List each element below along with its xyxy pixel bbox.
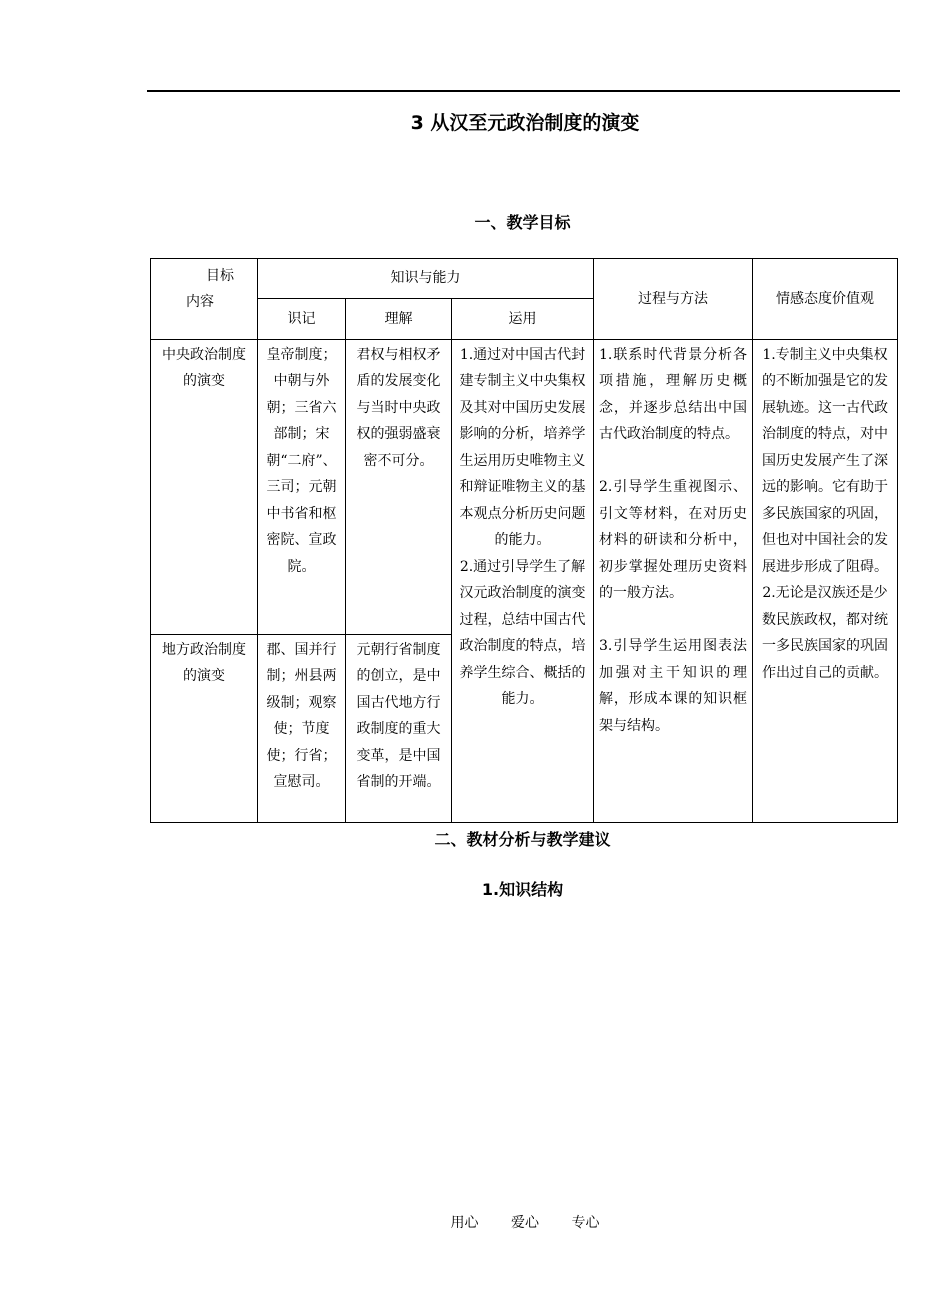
header-understand: 理解 (346, 299, 452, 339)
corner-label-content: 内容 (186, 294, 214, 310)
header-apply: 运用 (452, 299, 594, 339)
process-cell: 1.联系时代背景分析各项措施，理解历史概念，并逐步总结出中国古代政治制度的特点。 2.引导学生重视图示、引文等材料，在对历史材料的研读和分析中，初步掌握处理历史资料的一般方法。 3.引导学生运用图表法加强对主干知识的理解，形成本课的知识框架与结构。 (594, 339, 753, 822)
row-local-label: 地方政治制度的演变 (151, 634, 258, 822)
footer-word: 用心 (450, 1215, 479, 1231)
header-knowledge: 知识与能力 (258, 259, 594, 299)
row-central-recognize: 皇帝制度；中朝与外朝；三省六部制；宋朝“二府”、三司；元朝中书省和枢密院、宣政院。 (258, 339, 346, 634)
section-heading-structure: 1.知识结构 (481, 880, 564, 899)
header-emotion: 情感态度价值观 (753, 259, 898, 340)
row-central-understand: 君权与相权矛盾的发展变化与当时中央政权的强弱盛衰密不可分。 (346, 339, 452, 634)
footer-word: 专心 (571, 1215, 600, 1231)
row-local-recognize: 郡、国并行制；州县两级制；观察使；节度使；行省；宣慰司。 (258, 634, 346, 822)
emotion-cell: 1.专制主义中央集权的不断加强是它的发展轨迹。这一古代政治制度的特点，对中国历史发展产生了深远的影响。它有助于多民族国家的巩固，但也对中国社会的发展进步形成了阻碍。 2.无论是汉族还是少数民族政权，都对统一多民族国家的巩固作出过自己的贡献。 (753, 339, 898, 822)
page-title: 3 从汉至元政治制度的演变 (410, 112, 640, 134)
page-footer (0, 1212, 950, 1232)
teaching-goals-table (150, 258, 898, 823)
corner-header-cell (151, 259, 258, 340)
footer-word: 爱心 (511, 1215, 539, 1231)
section-heading-analysis: 二、教材分析与教学建议 (434, 830, 611, 849)
apply-cell: 1.通过对中国古代封建专制主义中央集权及其对中国历史发展影响的分析，培养学生运用历史唯物主义和辩证唯物主义的基本观点分析历史问题的能力。 2.通过引导学生了解汉元政治制度的演变过程，总结中国古代政治制度的特点，培养学生综合、概括的能力。 (452, 339, 594, 822)
header-process: 过程与方法 (594, 259, 753, 340)
row-central-label: 中央政治制度的演变 (151, 339, 258, 634)
section-heading-goals: 一、教学目标 (474, 213, 571, 232)
corner-label-goal: 目标 (206, 268, 234, 284)
row-local-understand: 元朝行省制度的创立，是中国古代地方行政制度的重大变革，是中国省制的开端。 (346, 634, 452, 822)
header-rule (147, 90, 900, 92)
header-recognize: 识记 (258, 299, 346, 339)
